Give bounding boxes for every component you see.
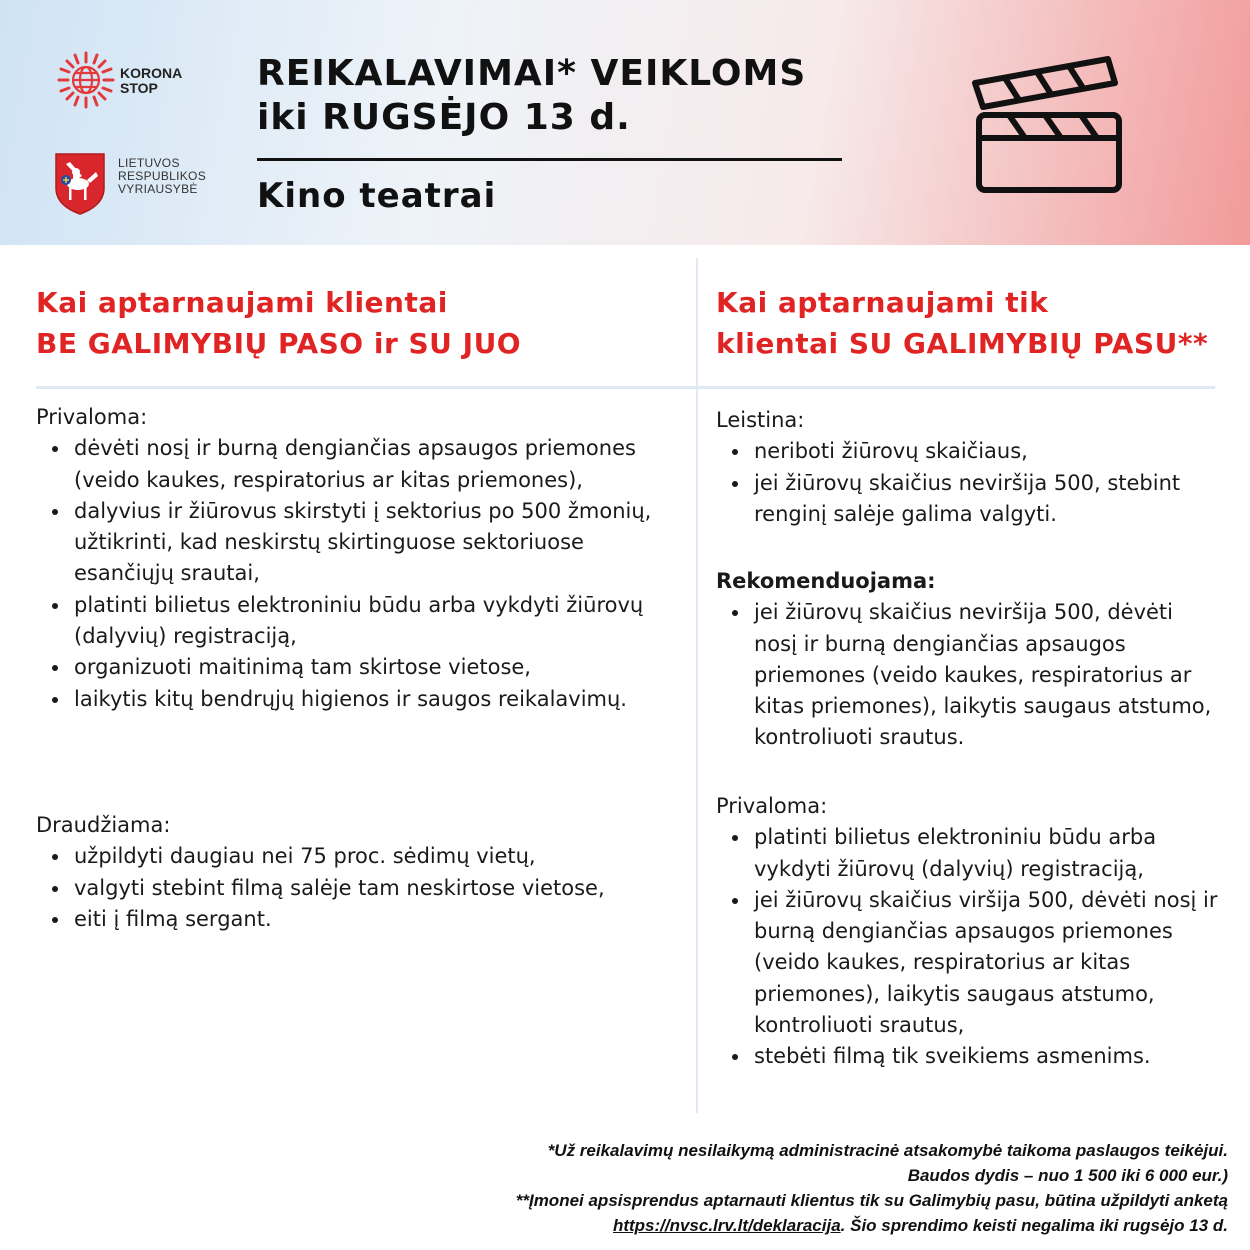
left-column-heading [36, 282, 521, 364]
right-heading-line-2: klientai SU GALIMYBIŲ PASU** [716, 327, 1209, 360]
lrv-line-3: VYRIAUSYBĖ [118, 182, 198, 196]
government-logo-text [118, 157, 206, 196]
list-item: laikytis kitų bendrųjų higienos ir saugos reikalavimų. [74, 684, 676, 715]
left-forbidden-section [36, 810, 676, 935]
right-required-section [716, 791, 1221, 1073]
header-banner [0, 0, 1250, 245]
list-item: organizuoti maitinimą tam skirtose vietose, [74, 652, 676, 683]
right-heading-rule [698, 386, 1215, 389]
right-column-heading [716, 282, 1208, 364]
footnote-liability [548, 1138, 1228, 1188]
lrv-line-2: RESPUBLIKOS [118, 169, 206, 183]
lrv-line-1: LIETUVOS [118, 156, 180, 170]
section-label: Rekomenduojama: [716, 569, 936, 593]
list-item: užpildyti daugiau nei 75 proc. sėdimų vietų, [74, 841, 676, 872]
clapperboard-icon [965, 45, 1135, 200]
list-item: jei žiūrovų skaičius neviršija 500, dėvėti nosį ir burną dengiančias apsaugos priemones (veido kaukes, respiratorius ar kitas priemones), laikytis saugaus atstumo, kontroliuoti srautus. [754, 597, 1221, 753]
section-label: Leistina: [716, 408, 805, 432]
korona-sun-icon [56, 50, 116, 110]
right-required-list [716, 822, 1221, 1072]
section-label: Privaloma: [716, 794, 828, 818]
title-line-1: REIKALAVIMAI* VEIKLOMS [257, 53, 807, 94]
right-heading-line-1: Kai aptarnaujami tik [716, 286, 1049, 319]
section-label: Draudžiama: [36, 813, 171, 837]
list-item: valgyti stebint filmą salėje tam neskirtose vietose, [74, 873, 676, 904]
right-recommended-list [716, 597, 1221, 753]
list-item: neriboti žiūrovų skaičiaus, [754, 436, 1221, 467]
list-item: platinti bilietus elektroniniu būdu arba vykdyti žiūrovų (dalyvių) registraciją, [754, 822, 1221, 885]
list-item: jei žiūrovų skaičius viršija 500, dėvėti nosį ir burną dengiančias apsaugos priemones (veido kaukes, respiratorius ar kitas priemones), laikytis saugaus atstumo, kontroliuoti srautus, [754, 885, 1221, 1041]
title-divider [257, 158, 842, 161]
title-line-2: iki RUGSĖJO 13 d. [257, 97, 631, 138]
right-recommended-section [716, 566, 1221, 754]
right-allowed-section [716, 405, 1221, 530]
footnote-2-line-1: **Įmonei apsisprendus aptarnauti klientus tik su Galimybių pasu, būtina užpildyti anketą [515, 1191, 1228, 1210]
government-logo [52, 150, 242, 216]
footnote-pass-declaration [516, 1188, 1228, 1238]
left-heading-line-1: Kai aptarnaujami klientai [36, 286, 448, 319]
footnote-2-rest: . Šio sprendimo keisti negalima iki rugsėjo 13 d. [840, 1216, 1228, 1235]
left-heading-rule [36, 386, 696, 389]
korona-stop-logo [56, 50, 206, 110]
left-heading-line-2: BE GALIMYBIŲ PASO ir SU JUO [36, 327, 522, 360]
left-required-list [36, 433, 676, 715]
footnote-1-line-1: *Už reikalavimų nesilaikymą administracinė atsakomybė taikoma paslaugos teikėjui. [547, 1141, 1228, 1160]
footnote-2-line-2 [516, 1213, 1228, 1238]
list-item: eiti į filmą sergant. [74, 904, 676, 935]
right-allowed-list [716, 436, 1221, 530]
list-item: jei žiūrovų skaičius neviršija 500, stebint renginį salėje galima valgyti. [754, 468, 1221, 531]
list-item: dėvėti nosį ir burną dengiančias apsaugos priemones (veido kaukes, respiratorius ar kitas priemones), [74, 433, 676, 496]
section-label: Privaloma: [36, 405, 148, 429]
list-item: stebėti filmą tik sveikiems asmenims. [754, 1041, 1221, 1072]
page-subtitle: Kino teatrai [257, 176, 497, 216]
coat-of-arms-icon [52, 150, 108, 216]
declaration-link[interactable]: https://nvsc.lrv.lt/deklaracija [612, 1216, 841, 1235]
left-forbidden-list [36, 841, 676, 935]
list-item: platinti bilietus elektroniniu būdu arba vykdyti žiūrovų (dalyvių) registraciją, [74, 590, 676, 653]
page-title [257, 52, 877, 140]
left-required-section [36, 402, 676, 715]
stop-word: STOP [120, 80, 158, 96]
footnote-1-line-2: Baudos dydis – nuo 1 500 iki 6 000 eur.) [907, 1166, 1228, 1185]
list-item: dalyvius ir žiūrovus skirstyti į sektorius po 500 žmonių, užtikrinti, kad neskirstų skirtinguose sektoriuose esančiųjų srautai, [74, 496, 676, 590]
korona-word: KORONA [120, 65, 183, 81]
korona-stop-text [120, 66, 182, 96]
